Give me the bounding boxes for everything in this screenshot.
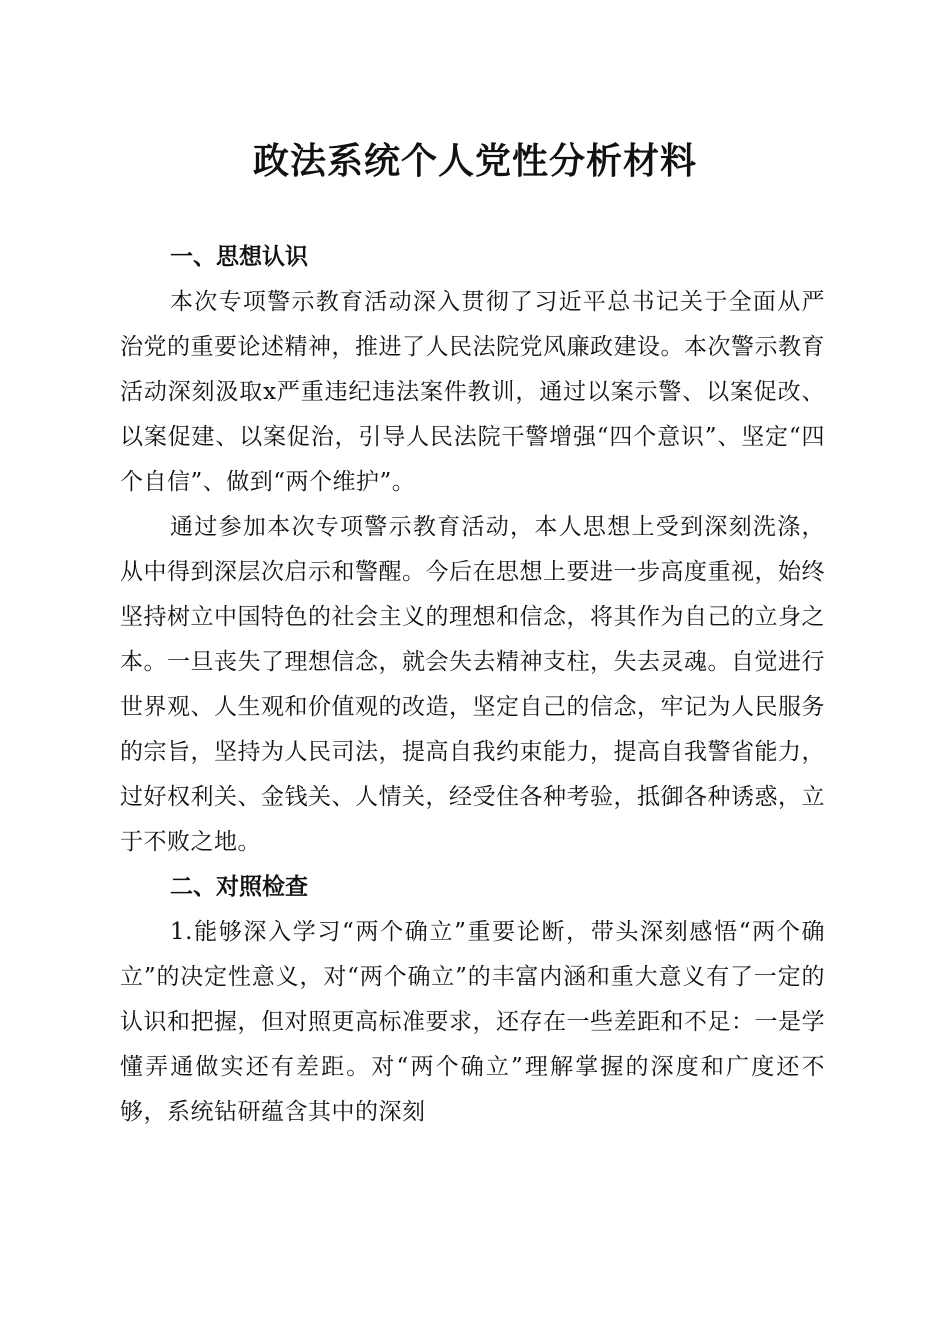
paragraph: 1.能够深入学习“两个确立”重要论断，带头深刻感悟“两个确立”的决定性意义，对“两个确立”的丰富内涵和重大意义有了一定的认识和把握，但对照更高标准要求，还存在一些差距和不足：一是学懂弄通做实还有差距。对“两个确立”理解掌握的深度和广度还不够，系统钻研蕴含其中的深刻 (120, 919, 825, 1125)
document-title: 政法系统个人党性分析材料 (252, 140, 697, 182)
document-body (120, 235, 825, 1135)
paragraph: 本次专项警示教育活动深入贯彻了习近平总书记关于全面从严治党的重要论述精神，推进了人民法院党风廉政建设。本次警示教育活动深刻汲取x严重违纪违法案件教训，通过以案示警、以案促改、以案促建、以案促治，引导人民法院干警增强“四个意识”、坚定“四个自信”、做到“两个维护”。 (120, 289, 825, 495)
section-heading-thinking: 一、思想认识 (170, 244, 308, 270)
section-heading-inspection: 二、对照检查 (170, 874, 308, 900)
paragraph: 通过参加本次专项警示教育活动，本人思想上受到深刻洗涤，从中得到深层次启示和警醒。今后在思想上要进一步高度重视，始终坚持树立中国特色的社会主义的理想和信念，将其作为自己的立身之本。一旦丧失了理想信念，就会失去精神支柱，失去灵魂。自觉进行世界观、人生观和价值观的改造，坚定自己的信念，牢记为人民服务的宗旨，坚持为人民司法，提高自我约束能力，提高自我警省能力，过好权利关、金钱关、人情关，经受住各种考验，抵御各种诱惑，立于不败之地。 (120, 514, 825, 855)
